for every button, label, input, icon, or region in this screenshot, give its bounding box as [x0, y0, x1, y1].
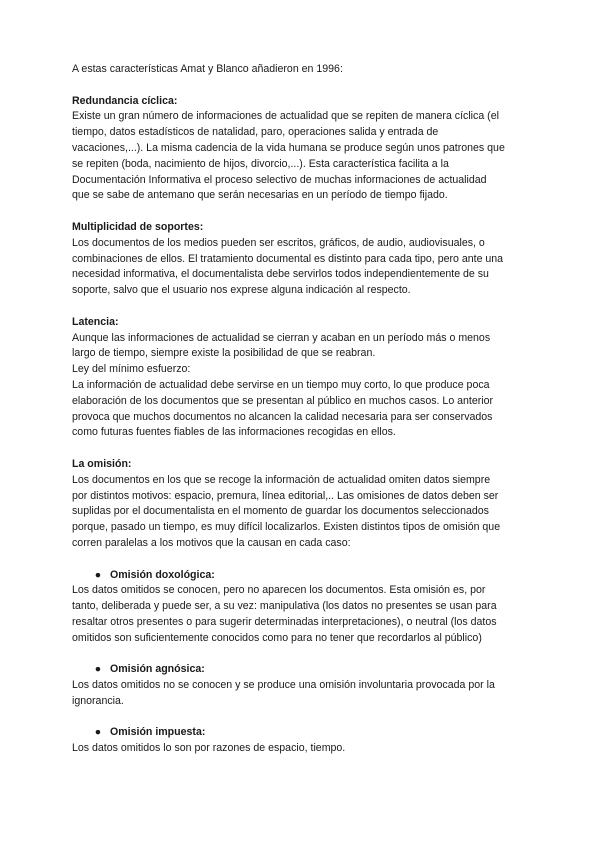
body-text-line: Documentación Informativa el proceso selectivo de muchas informaciones de actualidad — [72, 173, 487, 186]
section-redundancia-ciclica — [72, 94, 532, 205]
section-latencia — [72, 315, 532, 441]
section-heading: Multiplicidad de soportes: — [72, 220, 204, 233]
bullet-icon: ● — [94, 568, 102, 581]
body-text-line: corren paralelas a los motivos que la causan en cada caso: — [72, 536, 351, 549]
body-text-line: tiempo, datos estadísticos de natalidad, paro, operaciones salida y entrada de — [72, 126, 439, 139]
body-text-line: Existe un gran número de informaciones de actualidad que se repiten de manera cíclica (el — [72, 110, 499, 123]
section-heading: La omisión: — [72, 457, 132, 470]
body-text-line: provoca que muchos documentos no alcancen la calidad necesaria para ser conservados — [72, 410, 493, 423]
body-text-line: Los documentos en los que se recoge la información de actualidad omiten datos siempre — [72, 473, 491, 486]
body-text-line: largo de tiempo, siempre existe la posibilidad de que se reabran. — [72, 347, 376, 360]
section-heading: Redundancia cíclica: — [72, 94, 178, 107]
document-page — [72, 62, 532, 773]
body-text-line: Aunque las informaciones de actualidad se cierran y acaban en un período más o menos — [72, 331, 491, 344]
body-text-line: elaboración de los documentos que se presentan al público en muchos casos. Lo anterior — [72, 394, 494, 407]
intro-paragraph: A estas características Amat y Blanco añadieron en 1996: — [72, 63, 343, 75]
sections-container — [72, 94, 532, 552]
bullet-heading-text: Omisión impuesta: — [110, 726, 206, 739]
body-text-line: tanto, deliberada y puede ser, a su vez: manipulativa (los datos no presentes se usan para — [72, 600, 497, 613]
bullet-icon: ● — [94, 663, 102, 676]
section-la-omision — [72, 457, 532, 552]
body-text-line: Los documentos de los medios pueden ser escritos, gráficos, de audio, audiovisuales, o — [72, 236, 485, 249]
body-text-line: soporte, salvo que el usuario nos exprese alguna indicación al respecto. — [72, 284, 411, 297]
body-text-line: resaltar otros presentes o para sugerir determinadas interpretaciones), o neutral (los datos — [72, 615, 497, 628]
body-text-line: combinaciones de ellos. El tratamiento documental es distinto para cada tipo, pero ante una — [72, 252, 504, 265]
body-text-line: se repiten (boda, nacimiento de hijos, divorcio,...). Esta característica facilita a la — [72, 157, 449, 170]
body-text-line: Ley del mínimo esfuerzo: — [72, 363, 191, 376]
list-item-omision-doxologica — [72, 568, 532, 647]
omission-types-list — [72, 568, 532, 758]
body-text-line: Los datos omitidos no se conocen y se produce una omisión involuntaria provocada por la — [72, 679, 495, 692]
bullet-heading-text: Omisión agnósica: — [110, 663, 205, 676]
body-text-line: porque, pasado un tiempo, es muy difícil localizarlos. Existen distintos tipos de omisión que — [72, 521, 501, 534]
body-text-line: suplidas por el documentalista en el momento de guardar los documentos seleccionados — [72, 505, 489, 518]
body-text-line: necesidad informativa, el documentalista debe servirlos todos independientemente de su — [72, 268, 489, 281]
bullet-heading-text: Omisión doxológica: — [110, 568, 215, 581]
body-text-line: por distintos motivos: espacio, premura, línea editorial,.. Las omisiones de datos deben ser — [72, 489, 499, 502]
bullet-icon: ● — [94, 726, 102, 739]
body-text-line: vacaciones,...). La misma cadencia de la vida humana se produce según unos patrones que — [72, 141, 505, 154]
bullet-heading — [91, 725, 532, 741]
body-text-line: Los datos omitidos lo son por razones de espacio, tiempo. — [72, 742, 346, 755]
body-text-line: como futuras fuentes fiables de las informaciones recogidas en ellos. — [72, 426, 396, 439]
list-item-omision-agnosica — [72, 662, 532, 709]
bullet-heading — [91, 568, 532, 584]
body-text-line: que se sabe de antemano que serán necesarias en un período de tiempo fijado. — [72, 189, 448, 202]
list-item-omision-impuesta — [72, 725, 532, 757]
body-text-line: omitidos son suficientemente conocidos como para no tener que recordarlos al público) — [72, 631, 482, 644]
body-text-line: Los datos omitidos se conocen, pero no aparecen los documentos. Esta omisión es, por — [72, 584, 486, 597]
section-multiplicidad-de-soportes — [72, 220, 532, 299]
bullet-heading — [91, 662, 532, 678]
section-heading: Latencia: — [72, 315, 119, 328]
body-text-line: La información de actualidad debe servirse en un tiempo muy corto, lo que produce poca — [72, 378, 490, 391]
body-text-line: ignorancia. — [72, 694, 124, 707]
